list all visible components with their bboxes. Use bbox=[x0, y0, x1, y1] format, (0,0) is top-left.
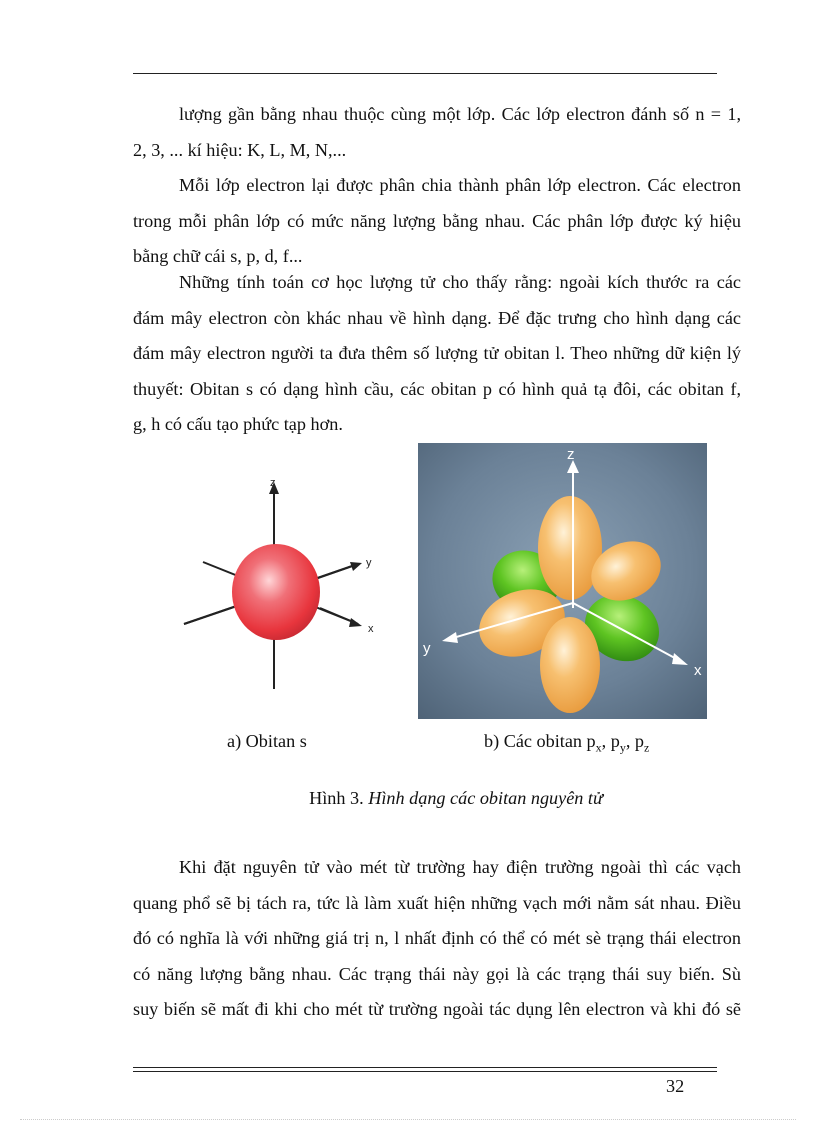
x-label: x bbox=[368, 623, 374, 635]
y-arrow-icon bbox=[350, 562, 362, 571]
paragraph-4 bbox=[133, 850, 741, 1028]
sep: , bbox=[601, 731, 611, 751]
sub-x: x bbox=[595, 740, 602, 755]
page-number: 32 bbox=[666, 1076, 685, 1096]
caption-b-text: b) Các obitan p bbox=[484, 731, 596, 751]
text-line: suy biến sẽ mất đi khi cho mét từ trường ngoài tác dụng lên electron và khi đó sẽ bbox=[133, 999, 741, 1019]
caption-b: b) Các obitan $p_x$, $p_y$, $p_z$ bbox=[484, 731, 650, 755]
orange-lobe-bottom bbox=[540, 617, 600, 713]
header-rule bbox=[133, 73, 717, 74]
text-line: Khi đặt nguyên tử vào mét từ trường hay điện trường ngoài thì các vạch bbox=[179, 857, 741, 877]
paragraph-2 bbox=[133, 168, 741, 275]
text-line: Những tính toán cơ học lượng tử cho thấy rằng: ngoài kích thước ra các bbox=[179, 272, 741, 292]
text-line: 2, 3, ... kí hiệu: K, L, M, N,... bbox=[133, 139, 347, 160]
text-line: đám mây electron còn khác nhau về hình dạng. Để đặc trưng cho hình dạng các bbox=[133, 307, 741, 328]
text-line: Mỗi lớp electron lại được phân chia thành phân lớp electron. Các electron bbox=[179, 175, 741, 195]
text-line: đó có nghĩa là với những giá trị n, l nhất định có thể có mét sè trạng thái electron bbox=[133, 928, 741, 948]
text-line: đám mây electron người ta đưa thêm số lượng tử obitan l. Theo những dữ kiện lý bbox=[133, 343, 741, 363]
footer-rule bbox=[133, 1071, 717, 1072]
text-line: thuyết: Obitan s có dạng hình cầu, các obitan p có hình quả tạ đôi, các obitan f, bbox=[133, 378, 741, 399]
orange-lobe-top bbox=[538, 496, 602, 600]
text-line: g, h có cấu tạo phức tạp hơn. bbox=[133, 414, 343, 434]
sub-z: z bbox=[644, 740, 650, 755]
sub-y: y bbox=[619, 740, 626, 755]
page-edge bbox=[20, 1119, 796, 1120]
footer-rule bbox=[133, 1067, 717, 1068]
sep: , bbox=[625, 731, 635, 751]
p-orbitals-figure bbox=[418, 443, 707, 719]
x-arrow-icon bbox=[349, 618, 362, 627]
figure-title-italic: Hình dạng các obitan nguyên tử bbox=[368, 788, 603, 808]
text-line: bằng chữ cái s, p, d, f... bbox=[133, 246, 303, 266]
y-label: y bbox=[423, 640, 431, 657]
z-label: z bbox=[567, 446, 575, 463]
x-label: x bbox=[694, 662, 702, 679]
figure-number: Hình 3. bbox=[309, 788, 364, 808]
figure-title bbox=[0, 788, 816, 809]
y-label: y bbox=[366, 557, 372, 569]
z-label: z bbox=[270, 477, 276, 489]
paragraph-3 bbox=[133, 265, 741, 443]
s-orbital-figure bbox=[178, 474, 388, 694]
text-line: quang phổ sẽ bị tách ra, tức là làm xuất hiện những vạch mới nằm sát nhau. Điều bbox=[133, 892, 741, 913]
paragraph-1 bbox=[133, 97, 741, 168]
s-orbital-sphere bbox=[232, 544, 320, 640]
caption-a: a) Obitan s bbox=[227, 731, 307, 751]
text-line: trong mỗi phân lớp có mức năng lượng bằng nhau. Các phân lớp được ký hiệu bbox=[133, 210, 741, 231]
text-line: có năng lượng bằng nhau. Các trạng thái này gọi là các trạng thái suy biến. Sù bbox=[133, 963, 741, 984]
text-line: lượng gần bằng nhau thuộc cùng một lớp. Các lớp electron đánh số n = 1, bbox=[179, 104, 741, 124]
